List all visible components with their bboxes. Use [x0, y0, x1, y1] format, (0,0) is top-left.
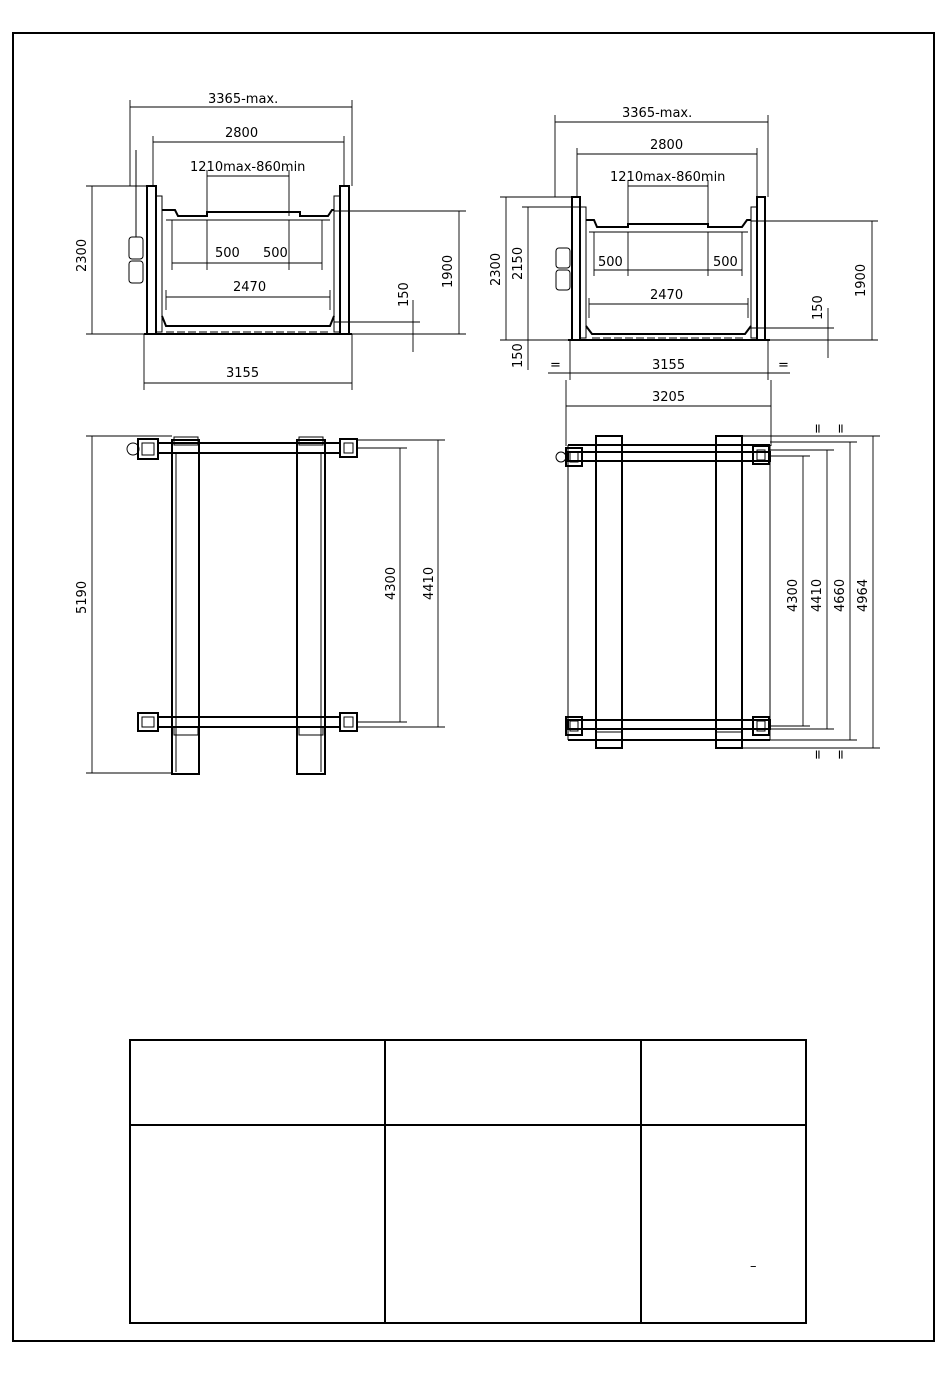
dim-base-width: 3155 [226, 366, 260, 381]
equal-mark-top-1: = [811, 423, 826, 434]
dim-base-width: 3155 [652, 358, 686, 373]
dim-adapter-range: 1210max-860min [610, 170, 726, 185]
dim-overall-width: 3365-max. [208, 92, 279, 107]
sheet-border [13, 33, 934, 1341]
dim-total-length: 5190 [75, 580, 90, 614]
dim-low-height-right: 150 [811, 295, 826, 320]
dim-low-height: 150 [397, 282, 412, 307]
dim-runway-width: 2470 [650, 288, 684, 303]
title-block-border [130, 1040, 806, 1323]
dim-runway-length: 4660 [833, 578, 848, 612]
title-block [130, 1040, 806, 1323]
equal-mark-left: = [550, 358, 561, 373]
equal-mark-bottom-1: = [811, 749, 826, 760]
equal-mark-top-2: = [834, 423, 849, 434]
dim-outer-width: 3205 [652, 390, 686, 405]
equal-mark-bottom-2: = [834, 749, 849, 760]
front-view-right [489, 106, 878, 446]
dim-pad-right: 500 [713, 255, 738, 270]
plan-view-left [75, 436, 445, 774]
front-view-left [75, 92, 466, 390]
dim-column-span: 2800 [650, 138, 684, 153]
dim-height-total: 2300 [489, 252, 504, 286]
equal-mark-right: = [778, 358, 789, 373]
dim-pad-right: 500 [263, 246, 288, 261]
dim-overall-length: 4964 [856, 578, 871, 612]
plan-view-right [556, 423, 880, 760]
dim-frame-length: 4410 [810, 578, 825, 612]
dim-column-distance: 4300 [786, 578, 801, 612]
dim-pad-left: 500 [598, 255, 623, 270]
dim-low-height-left: 150 [511, 343, 526, 368]
dim-frame-length: 4410 [422, 566, 437, 600]
dim-runway-width: 2470 [233, 280, 267, 295]
dim-overall-width: 3365-max. [622, 106, 693, 121]
dim-adapter-range: 1210max-860min [190, 160, 306, 175]
dim-pad-left: 500 [215, 246, 240, 261]
dim-column-span: 2800 [225, 126, 259, 141]
title-block-mark: – [750, 1259, 757, 1274]
dim-lift-height: 1900 [441, 254, 456, 288]
dim-column-distance: 4300 [384, 566, 399, 600]
dim-lift-height: 1900 [854, 263, 869, 297]
dim-height-inner: 2150 [511, 246, 526, 280]
dim-height-total: 2300 [75, 238, 90, 272]
